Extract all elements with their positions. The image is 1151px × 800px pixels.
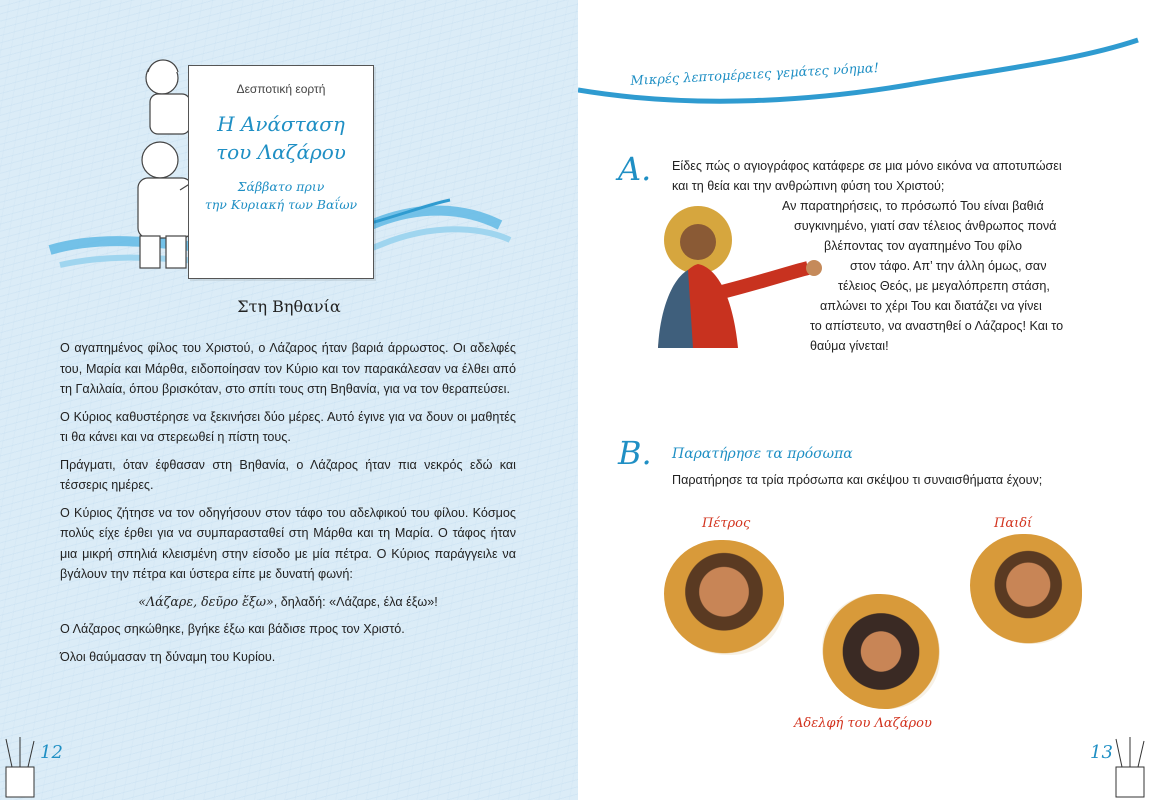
section-b-title: Παρατήρησε τα πρόσωπα — [672, 446, 853, 462]
answer-line: Αν παρατηρήσεις, το πρόσωπό Του είναι βαθιά — [782, 199, 1044, 213]
section-heading: Στη Βηθανία — [237, 297, 341, 316]
brush-jar-icon — [1110, 735, 1150, 800]
quote-rest: , δηλαδή: «Λάζαρε, έλα έξω»! — [273, 594, 438, 609]
answer-line: θαύμα γίνεται! — [810, 339, 889, 353]
paragraph: Ο αγαπημένος φίλος του Χριστού, ο Λάζαρος ήταν βαριά άρρωστος. Οι αδελφές του, Μαρία και Μάρθα, ειδοποίησαν τον Κύριο και τον παρακάλεσαν να έλθει από τη Γαλιλαία, όπου βρισκόταν, στο σπίτι τους στη Βηθανία, για να τον θεραπεύσει. — [60, 341, 516, 396]
face-label-child: Παιδί — [994, 516, 1033, 531]
section-a-answer — [578, 196, 1151, 356]
answer-line: στον τάφο. Απ’ την άλλη όμως, σαν — [850, 259, 1047, 273]
feast-subtitle-line1: Σάββατο πριν — [237, 179, 325, 194]
face-label-sister: Αδελφή του Λαζάρου — [794, 716, 932, 731]
paragraph: Ο Κύριος καθυστέρησε να ξεκινήσει δύο μέρες. Αυτό έγινε για να δουν οι μαθητές τι θα κάνει και να στερεωθεί η πίστη τους. — [60, 409, 516, 444]
banner-title: Μικρές λεπτομέρειες γεμάτες νόημα! — [630, 60, 880, 89]
feast-subtitle — [189, 178, 373, 214]
paragraph: Ο Λάζαρος σηκώθηκε, βγήκε έξω και βάδισε προς τον Χριστό. — [60, 622, 405, 636]
section-b-letter: Β. — [618, 434, 652, 472]
paragraph: Ο Κύριος ζήτησε να τον οδηγήσουν στον τάφο του αδελφικού του φίλου. Κόσμος πολύς είχε έρθει για να συμπαρασταθεί στη Μάρθα και τη Μαρία. Ο τάφος ήταν μια μικρή σπηλιά κλεισμένη στην είσοδο με μία πέτρα. Ο Κύριος παράγγειλε να βγάλουν την πέτρα και ύστερα είπε με δυνατή φωνή: — [60, 505, 516, 581]
paragraph: Όλοι θαύμασαν τη δύναμη του Κυρίου. — [60, 649, 276, 664]
section-b-instruction: Παρατήρησε τα τρία πρόσωπα και σκέψου τι συναισθήματα έχουν; — [672, 473, 1043, 487]
sister-face-image — [822, 594, 940, 709]
answer-line: τέλειος Θεός, με μεγαλόπρεπη στάση, — [838, 279, 1050, 293]
paragraph: Πράγματι, όταν έφθασαν στη Βηθανία, ο Λάζαρος ήταν πια νεκρός εδώ και τέσσερις ημέρες. — [60, 457, 516, 492]
brush-jar-icon — [0, 735, 40, 800]
answer-line: βλέποντας τον αγαπημένο Του φίλο — [824, 239, 1022, 253]
section-a-question — [672, 156, 1132, 196]
feast-title-line2: του Λαζάρου — [216, 140, 346, 164]
question-line: Είδες πώς ο αγιογράφος κατάφερε σε μια μόνο εικόνα να αποτυπώσει — [672, 159, 1062, 173]
question-line: και τη θεία και την ανθρώπινη φύση του Χριστού; — [672, 179, 945, 193]
answer-line: απλώνει το χέρι Του και διατάζει να γίνει — [820, 299, 1042, 313]
section-a-letter: Α. — [618, 150, 652, 188]
peter-face-image — [664, 540, 784, 655]
page-number-left: 12 — [40, 742, 63, 763]
child-face-image — [970, 534, 1082, 644]
quote-italic: «Λάζαρε, δεῦρο ἔξω» — [138, 593, 274, 609]
feast-title — [189, 110, 373, 166]
feast-subtitle-line2: την Κυριακή των Βαΐων — [204, 197, 358, 212]
feast-title-line1: Η Ανάσταση — [217, 112, 345, 136]
story-text — [60, 338, 516, 674]
right-page — [578, 0, 1151, 800]
feast-sign — [188, 65, 374, 279]
face-label-peter: Πέτρος — [702, 516, 751, 531]
page-number-right: 13 — [1090, 742, 1113, 763]
feast-type-label: Δεσποτική εορτή — [236, 82, 326, 96]
answer-line: συγκινημένο, γιατί σαν τέλειος άνθρωπος πονά — [794, 219, 1057, 233]
quote — [60, 592, 516, 613]
answer-line: το απίστευτο, να αναστηθεί ο Λάζαρος! Και το — [810, 319, 1064, 333]
